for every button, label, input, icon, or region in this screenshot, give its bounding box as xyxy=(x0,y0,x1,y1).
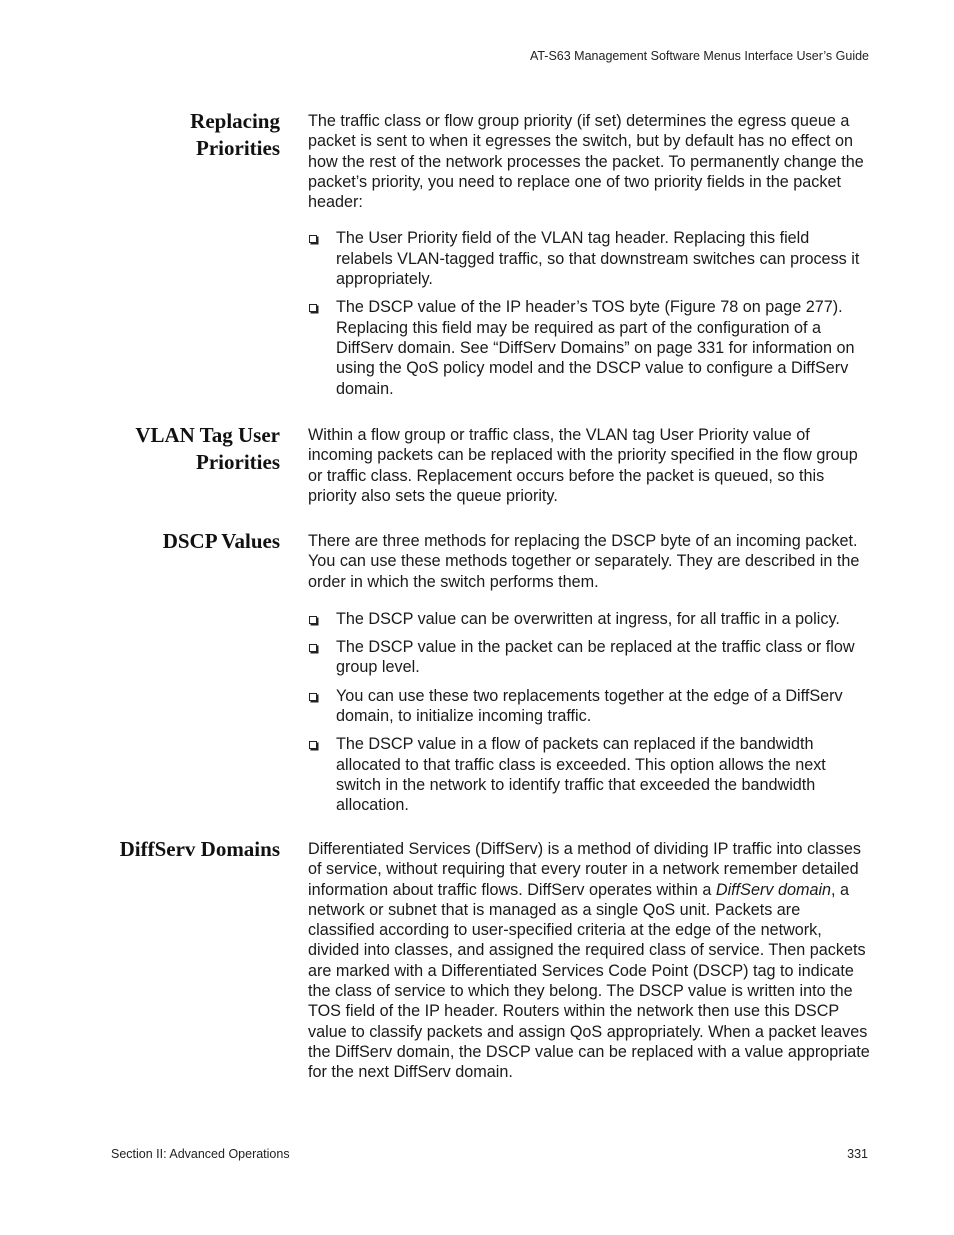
section-body xyxy=(308,839,870,1083)
heading-line: Priorities xyxy=(196,136,280,160)
list-item-text: The DSCP value can be overwritten at ingress, for all traffic in a policy. xyxy=(336,609,840,628)
heading-line: DSCP Values xyxy=(162,529,280,553)
section-body xyxy=(308,425,870,506)
list-item-text: The DSCP value in the packet can be replaced at the traffic class or flow group level. xyxy=(336,638,855,677)
list-item xyxy=(308,637,870,678)
checkbox-bullet-icon xyxy=(309,616,317,624)
list-item xyxy=(308,734,870,815)
section-heading xyxy=(80,108,280,162)
heading-line: Priorities xyxy=(196,450,280,474)
list-item xyxy=(308,228,870,289)
section-heading xyxy=(80,422,280,476)
section-body xyxy=(308,111,870,399)
list-item-text: You can use these two replacements together at the edge of a DiffServ domain, to initialize incoming traffic. xyxy=(336,686,843,726)
section-body xyxy=(308,531,870,816)
heading-line: Replacing xyxy=(190,109,280,133)
paragraph: The traffic class or flow group priority (if set) determines the egress queue a packet is sent to when it egresses the switch, but by default has no effect on how the rest of the network processes the packet. To permanently change the packet’s priority, you need to replace one of two priority fields in the packet header: xyxy=(308,112,864,212)
footer-page-number: 331 xyxy=(847,1147,868,1161)
checkbox-bullet-icon xyxy=(309,304,317,312)
bullet-list xyxy=(308,609,870,816)
checkbox-bullet-icon xyxy=(309,741,317,749)
section-heading xyxy=(80,836,280,863)
paragraph: Within a flow group or traffic class, the VLAN tag User Priority value of incoming packets can be replaced with the priority specified in the flow group or traffic class. Replacement occurs before the packet is queued, so this priority also sets the queue priority. xyxy=(308,426,858,505)
checkbox-bullet-icon xyxy=(309,644,317,652)
list-item-text: The DSCP value in a flow of packets can replaced if the bandwidth allocated to that traffic class is exceeded. This option allows the next switch in the network to identify traffic that exceeded the bandwidth allocation. xyxy=(336,735,826,815)
running-header: AT-S63 Management Software Menus Interface User’s Guide xyxy=(529,49,869,63)
list-item-text: The User Priority field of the VLAN tag header. Replacing this field relabels VLAN-tagged traffic, so that downstream switches can process it appropriately. xyxy=(336,229,860,289)
list-item xyxy=(308,686,870,727)
heading-line: DiffServ Domains xyxy=(119,837,280,861)
checkbox-bullet-icon xyxy=(309,235,317,243)
footer-section-title: Section II: Advanced Operations xyxy=(111,1147,290,1161)
paragraph-text: Differentiated Services (DiffServ) is a method of dividing IP traffic into classes of service, without requiring that every router in a network remember detailed information about traffic flows. DiffServ operates within a xyxy=(308,840,862,899)
list-item xyxy=(308,297,870,398)
heading-line: VLAN Tag User xyxy=(135,423,280,447)
section-heading xyxy=(80,528,280,555)
list-item xyxy=(308,609,870,629)
paragraph-text: , a network or subnet that is managed as a single QoS unit. Packets are classified according to user-specified criteria at the edge of the network, divided into classes, and assigned the required class of service. Then packets are marked with a Differentiated Services Code Point (DSCP) tag to indicate the class of service to which they belong. The DSCP value is written into the TOS field of the IP header. Routers within the network then use this DSCP value to classify packets and assign QoS appropriately. When a packet leaves the DiffServ domain, the DSCP value can be replaced with a value appropriate for the next DiffServ domain. xyxy=(308,880,870,1082)
paragraph xyxy=(308,839,870,1083)
list-item-text: The DSCP value of the IP header’s TOS byte (Figure 78 on page 277). Replacing this field may be required as part of the configuration of a DiffServ domain. See “DiffServ Domains” on page 331 for information on using the QoS policy model and the DSCP value to configure a DiffServ domain. xyxy=(336,298,855,398)
defined-term: DiffServ domain xyxy=(715,880,832,899)
bullet-list xyxy=(308,228,870,398)
checkbox-bullet-icon xyxy=(309,693,317,701)
paragraph: There are three methods for replacing the DSCP byte of an incoming packet. You can use these methods together or separately. They are described in the order in which the switch performs them. xyxy=(308,532,860,591)
